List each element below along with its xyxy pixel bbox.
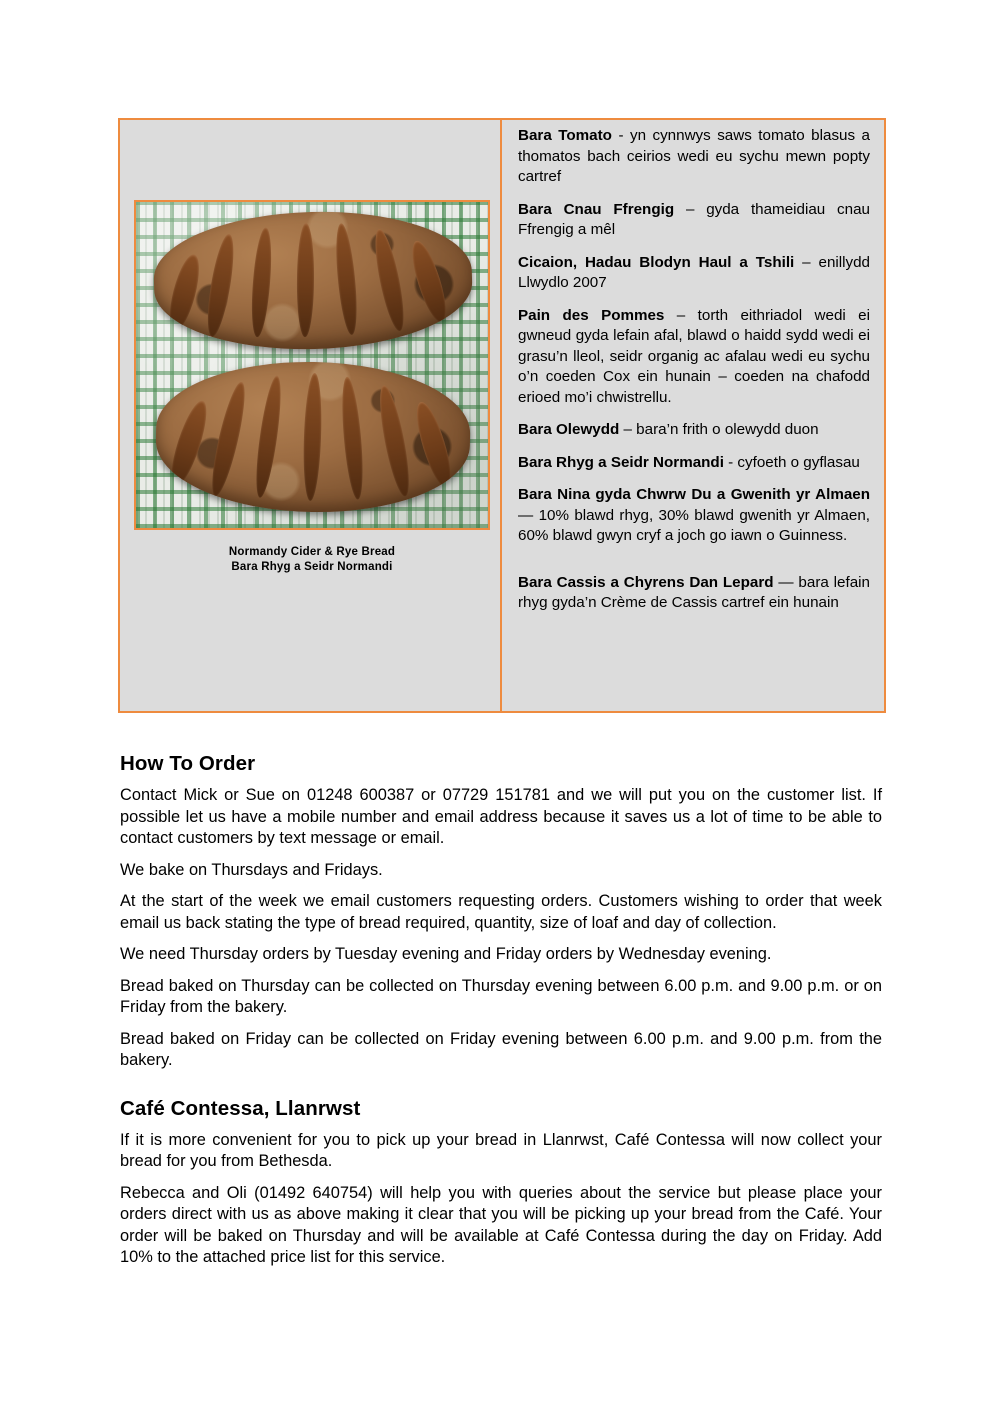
bread-photo bbox=[134, 200, 490, 530]
variety-list bbox=[502, 120, 884, 711]
loaf-bottom bbox=[155, 359, 472, 514]
how-to-order-paragraph: Bread baked on Thursday can be collected on Thursday evening between 6.00 p.m. and 9.00 p.m. or on Friday from the bakery. bbox=[120, 976, 882, 1016]
cafe-contessa-paragraph: If it is more convenient for you to pick up your bread in Llanrwst, Café Contessa will now collect your bread for you from Bethesda. bbox=[120, 1130, 882, 1170]
variety-description: — bara lefain rhyg gyda’n Crème de Cassis cartref ein hunain bbox=[518, 573, 870, 611]
variety-item bbox=[518, 573, 870, 614]
variety-name: Bara Cassis a Chyrens Dan Lepard bbox=[518, 573, 774, 591]
variety-description: – enillydd Llwydlo 2007 bbox=[518, 253, 870, 291]
how-to-order-paragraph: At the start of the week we email customers requesting orders. Customers wishing to order that week email us back stating the type of bread required, quantity, size of loaf and day of collection. bbox=[120, 892, 882, 932]
variety-name: Bara Cnau Ffrengig bbox=[518, 200, 675, 218]
variety-name: Bara Tomato bbox=[518, 127, 612, 144]
variety-description: - cyfoeth o gyflasau bbox=[723, 453, 860, 471]
cafe-contessa-paragraph: Rebecca and Oli (01492 640754) will help you with queries about the service but please place your orders direct with us as above making it clear that you will be picking up your bread from the Café. Your order will be baked on Thursday and will be available at Café Contessa during the day on Friday. Add 10% to the attached price list for this service. bbox=[120, 1183, 882, 1266]
variety-description: – gyda thameidiau cnau Ffrengig a mêl bbox=[518, 200, 870, 238]
photo-caption bbox=[134, 545, 490, 575]
how-to-order-paragraph: Contact Mick or Sue on 01248 600387 or 07729 151781 and we will put you on the customer list. If possible let us have a mobile number and email address because it saves us a lot of time to be able to contact customers by text message or email. bbox=[120, 786, 882, 847]
variety-item bbox=[518, 200, 870, 241]
bread-varieties-panel bbox=[118, 118, 886, 713]
loaf-top bbox=[152, 208, 473, 353]
variety-item bbox=[518, 306, 870, 409]
variety-item bbox=[518, 126, 870, 188]
variety-name: Cicaion, Hadau Blodyn Haul a Tshili bbox=[518, 253, 795, 271]
photo-pane bbox=[120, 120, 502, 711]
variety-name: Pain des Pommes bbox=[518, 306, 665, 324]
variety-name: Bara Rhyg a Seidr Normandi bbox=[518, 453, 724, 471]
variety-item bbox=[518, 253, 870, 294]
how-to-order-paragraph: We bake on Thursdays and Fridays. bbox=[120, 860, 383, 879]
cafe-contessa-heading: Café Contessa, Llanrwst bbox=[120, 1096, 361, 1120]
variety-description: – bara’n frith o olewydd duon bbox=[619, 421, 819, 438]
variety-description: — 10% blawd rhyg, 30% blawd gwenith yr Almaen, 60% blawd gwyn cryf a joch go iawn o Guinness. bbox=[518, 506, 870, 544]
variety-description: - yn cynnwys saws tomato blasus a thomatos bach ceirios wedi eu sychu mewn popty cartref bbox=[518, 127, 870, 185]
photo-caption-english: Normandy Cider & Rye Bread bbox=[228, 546, 396, 558]
article-body bbox=[120, 752, 882, 1269]
variety-name: Bara Nina gyda Chwrw Du a Gwenith yr Almaen bbox=[518, 486, 870, 503]
variety-item bbox=[518, 420, 870, 441]
variety-item bbox=[518, 485, 870, 547]
how-to-order-heading: How To Order bbox=[120, 752, 256, 775]
how-to-order-paragraph: Bread baked on Friday can be collected on Friday evening between 6.00 p.m. and 9.00 p.m. from the bakery. bbox=[120, 1029, 882, 1069]
variety-name: Bara Olewydd bbox=[518, 421, 620, 438]
photo-caption-welsh: Bara Rhyg a Seidr Normandi bbox=[231, 561, 393, 573]
variety-item bbox=[518, 453, 870, 474]
variety-description: – torth eithriadol wedi ei gwneud gyda lefain afal, blawd o haidd sydd wedi ei grasu’n lleol, seidr organig ac afalau wedi eu sychu o’n coeden Cox ein hunain – coeden na chafodd erioed mo’i chwistrellu. bbox=[518, 306, 870, 406]
how-to-order-paragraph: We need Thursday orders by Tuesday evening and Friday orders by Wednesday evening. bbox=[120, 945, 772, 963]
